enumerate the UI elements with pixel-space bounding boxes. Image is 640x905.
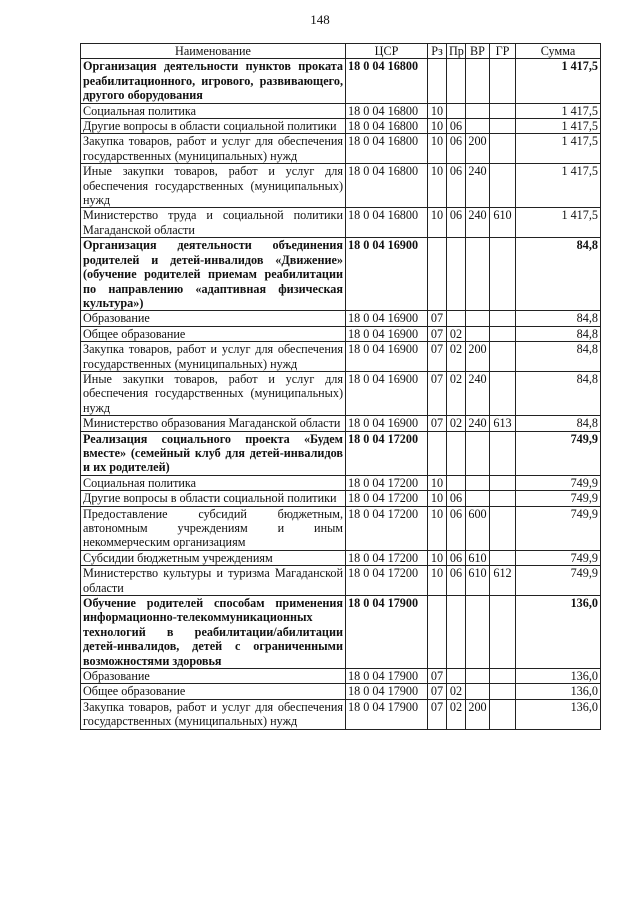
cell-rz xyxy=(428,596,447,669)
cell-vr: 240 xyxy=(466,164,490,208)
cell-gr xyxy=(490,475,516,490)
cell-name: Образование xyxy=(81,669,346,684)
cell-name: Министерство труда и социальной политики Магаданской области xyxy=(81,208,346,238)
cell-pr: 06 xyxy=(447,119,466,134)
cell-csr: 18 0 04 17200 xyxy=(346,475,428,490)
cell-name: Другие вопросы в области социальной политики xyxy=(81,119,346,134)
cell-vr: 240 xyxy=(466,371,490,415)
cell-csr: 18 0 04 16800 xyxy=(346,103,428,118)
cell-vr xyxy=(466,684,490,699)
cell-gr xyxy=(490,326,516,341)
cell-csr: 18 0 04 16900 xyxy=(346,342,428,372)
cell-sum: 1 417,5 xyxy=(516,119,601,134)
cell-pr: 06 xyxy=(447,164,466,208)
cell-sum: 136,0 xyxy=(516,684,601,699)
cell-sum: 1 417,5 xyxy=(516,103,601,118)
cell-sum: 84,8 xyxy=(516,311,601,326)
cell-gr xyxy=(490,491,516,506)
cell-sum: 749,9 xyxy=(516,506,601,550)
cell-pr xyxy=(447,669,466,684)
cell-csr: 18 0 04 17900 xyxy=(346,699,428,729)
cell-pr xyxy=(447,103,466,118)
table-row xyxy=(81,59,601,103)
cell-name: Предоставление субсидий бюджетным, автономным учреждениям и иным некоммерческим организациям xyxy=(81,506,346,550)
cell-rz: 10 xyxy=(428,491,447,506)
cell-vr xyxy=(466,103,490,118)
cell-rz xyxy=(428,238,447,311)
table-row xyxy=(81,566,601,596)
cell-vr: 600 xyxy=(466,506,490,550)
cell-name: Субсидии бюджетным учреждениям xyxy=(81,550,346,565)
table-row xyxy=(81,506,601,550)
cell-csr: 18 0 04 17900 xyxy=(346,596,428,669)
table-row xyxy=(81,371,601,415)
cell-rz: 07 xyxy=(428,311,447,326)
cell-pr: 06 xyxy=(447,491,466,506)
cell-pr: 06 xyxy=(447,550,466,565)
table-row xyxy=(81,238,601,311)
cell-vr xyxy=(466,311,490,326)
cell-vr xyxy=(466,475,490,490)
cell-gr xyxy=(490,371,516,415)
cell-csr: 18 0 04 16900 xyxy=(346,311,428,326)
cell-sum: 749,9 xyxy=(516,475,601,490)
table-row xyxy=(81,669,601,684)
cell-gr xyxy=(490,134,516,164)
cell-gr: 610 xyxy=(490,208,516,238)
cell-csr: 18 0 04 17200 xyxy=(346,550,428,565)
cell-vr: 610 xyxy=(466,550,490,565)
cell-sum: 84,8 xyxy=(516,326,601,341)
cell-sum: 1 417,5 xyxy=(516,134,601,164)
table-row xyxy=(81,416,601,431)
cell-name: Министерство культуры и туризма Магаданской области xyxy=(81,566,346,596)
cell-gr xyxy=(490,103,516,118)
cell-rz: 07 xyxy=(428,326,447,341)
cell-csr: 18 0 04 16900 xyxy=(346,416,428,431)
table-row xyxy=(81,208,601,238)
cell-csr: 18 0 04 17200 xyxy=(346,491,428,506)
cell-vr xyxy=(466,669,490,684)
cell-gr xyxy=(490,119,516,134)
cell-name: Закупка товаров, работ и услуг для обеспечения государственных (муниципальных) нужд xyxy=(81,699,346,729)
header-sum: Сумма xyxy=(516,44,601,59)
cell-vr xyxy=(466,491,490,506)
cell-name: Образование xyxy=(81,311,346,326)
table-row xyxy=(81,596,601,669)
cell-sum: 749,9 xyxy=(516,491,601,506)
cell-name: Общее образование xyxy=(81,326,346,341)
cell-rz: 07 xyxy=(428,669,447,684)
cell-name: Другие вопросы в области социальной политики xyxy=(81,491,346,506)
cell-pr: 06 xyxy=(447,208,466,238)
cell-pr xyxy=(447,59,466,103)
cell-rz xyxy=(428,59,447,103)
cell-csr: 18 0 04 16800 xyxy=(346,119,428,134)
cell-sum: 749,9 xyxy=(516,550,601,565)
cell-csr: 18 0 04 17900 xyxy=(346,684,428,699)
cell-rz xyxy=(428,431,447,475)
cell-name: Реализация социального проекта «Будем вместе» (семейный клуб для детей-инвалидов и их родителей) xyxy=(81,431,346,475)
cell-name: Организация деятельности пунктов проката реабилитационного, игрового, развивающего, другого оборудования xyxy=(81,59,346,103)
cell-pr: 02 xyxy=(447,699,466,729)
cell-sum: 1 417,5 xyxy=(516,208,601,238)
cell-gr xyxy=(490,59,516,103)
cell-name: Иные закупки товаров, работ и услуг для обеспечения государственных (муниципальных) нужд xyxy=(81,164,346,208)
cell-csr: 18 0 04 16800 xyxy=(346,208,428,238)
cell-csr: 18 0 04 16900 xyxy=(346,238,428,311)
cell-name: Социальная политика xyxy=(81,103,346,118)
cell-vr xyxy=(466,431,490,475)
cell-gr xyxy=(490,506,516,550)
cell-csr: 18 0 04 17200 xyxy=(346,506,428,550)
cell-csr: 18 0 04 17200 xyxy=(346,566,428,596)
cell-pr xyxy=(447,475,466,490)
cell-pr xyxy=(447,311,466,326)
cell-pr xyxy=(447,431,466,475)
table-row xyxy=(81,431,601,475)
cell-pr: 06 xyxy=(447,134,466,164)
cell-gr: 612 xyxy=(490,566,516,596)
cell-name: Иные закупки товаров, работ и услуг для обеспечения государственных (муниципальных) нужд xyxy=(81,371,346,415)
header-pr: Пр xyxy=(447,44,466,59)
cell-rz: 07 xyxy=(428,371,447,415)
cell-gr xyxy=(490,669,516,684)
cell-vr xyxy=(466,326,490,341)
cell-rz: 10 xyxy=(428,164,447,208)
page-number: 148 xyxy=(310,12,330,27)
cell-sum: 136,0 xyxy=(516,699,601,729)
cell-vr xyxy=(466,238,490,311)
cell-name: Организация деятельности объединения родителей и детей-инвалидов «Движение» (обучение родителей приемам реабилитации по направлению «адаптивная физическая культура») xyxy=(81,238,346,311)
cell-csr: 18 0 04 16800 xyxy=(346,164,428,208)
cell-gr xyxy=(490,238,516,311)
cell-rz: 10 xyxy=(428,550,447,565)
cell-pr: 02 xyxy=(447,326,466,341)
cell-pr: 02 xyxy=(447,342,466,372)
table-row xyxy=(81,699,601,729)
cell-rz: 10 xyxy=(428,134,447,164)
cell-csr: 18 0 04 17900 xyxy=(346,669,428,684)
header-csr: ЦСР xyxy=(346,44,428,59)
cell-csr: 18 0 04 16800 xyxy=(346,59,428,103)
cell-rz: 07 xyxy=(428,699,447,729)
table-row xyxy=(81,119,601,134)
cell-csr: 18 0 04 16800 xyxy=(346,134,428,164)
cell-pr xyxy=(447,596,466,669)
cell-sum: 749,9 xyxy=(516,566,601,596)
cell-rz: 10 xyxy=(428,475,447,490)
cell-sum: 84,8 xyxy=(516,342,601,372)
cell-gr xyxy=(490,342,516,372)
cell-sum: 1 417,5 xyxy=(516,59,601,103)
cell-csr: 18 0 04 16900 xyxy=(346,371,428,415)
cell-pr: 06 xyxy=(447,566,466,596)
header-rz: Рз xyxy=(428,44,447,59)
cell-vr: 200 xyxy=(466,342,490,372)
cell-pr xyxy=(447,238,466,311)
cell-gr: 613 xyxy=(490,416,516,431)
table-row xyxy=(81,311,601,326)
cell-rz: 10 xyxy=(428,103,447,118)
header-gr: ГР xyxy=(490,44,516,59)
cell-vr: 240 xyxy=(466,208,490,238)
table-row xyxy=(81,164,601,208)
cell-rz: 07 xyxy=(428,684,447,699)
table-row xyxy=(81,103,601,118)
cell-rz: 10 xyxy=(428,506,447,550)
cell-vr: 240 xyxy=(466,416,490,431)
table-row xyxy=(81,550,601,565)
header-name: Наименование xyxy=(81,44,346,59)
table-header-row xyxy=(81,44,601,59)
cell-pr: 02 xyxy=(447,371,466,415)
cell-name: Закупка товаров, работ и услуг для обеспечения государственных (муниципальных) нужд xyxy=(81,342,346,372)
cell-pr: 02 xyxy=(447,684,466,699)
cell-sum: 136,0 xyxy=(516,669,601,684)
cell-rz: 10 xyxy=(428,566,447,596)
table-row xyxy=(81,342,601,372)
cell-csr: 18 0 04 16900 xyxy=(346,326,428,341)
cell-sum: 749,9 xyxy=(516,431,601,475)
cell-sum: 1 417,5 xyxy=(516,164,601,208)
cell-sum: 84,8 xyxy=(516,238,601,311)
cell-rz: 10 xyxy=(428,119,447,134)
cell-vr: 200 xyxy=(466,134,490,164)
cell-vr: 200 xyxy=(466,699,490,729)
budget-table xyxy=(80,43,601,730)
cell-pr: 06 xyxy=(447,506,466,550)
cell-name: Общее образование xyxy=(81,684,346,699)
cell-vr xyxy=(466,596,490,669)
cell-sum: 136,0 xyxy=(516,596,601,669)
cell-vr xyxy=(466,119,490,134)
cell-name: Министерство образования Магаданской области xyxy=(81,416,346,431)
cell-gr xyxy=(490,699,516,729)
table-row xyxy=(81,134,601,164)
cell-gr xyxy=(490,550,516,565)
table-row xyxy=(81,491,601,506)
table-row xyxy=(81,475,601,490)
cell-gr xyxy=(490,431,516,475)
cell-vr xyxy=(466,59,490,103)
cell-sum: 84,8 xyxy=(516,416,601,431)
cell-sum: 84,8 xyxy=(516,371,601,415)
cell-rz: 07 xyxy=(428,342,447,372)
cell-rz: 10 xyxy=(428,208,447,238)
cell-name: Закупка товаров, работ и услуг для обеспечения государственных (муниципальных) нужд xyxy=(81,134,346,164)
cell-gr xyxy=(490,596,516,669)
cell-csr: 18 0 04 17200 xyxy=(346,431,428,475)
table-row xyxy=(81,326,601,341)
cell-name: Обучение родителей способам применения информационно-телекоммуникационных технологий в реабилитации/абилитации детей-инвалидов, детей с ограниченными возможностями здоровья xyxy=(81,596,346,669)
cell-gr xyxy=(490,164,516,208)
cell-gr xyxy=(490,684,516,699)
table-row xyxy=(81,684,601,699)
cell-pr: 02 xyxy=(447,416,466,431)
cell-vr: 610 xyxy=(466,566,490,596)
header-vr: ВР xyxy=(466,44,490,59)
cell-gr xyxy=(490,311,516,326)
cell-rz: 07 xyxy=(428,416,447,431)
cell-name: Социальная политика xyxy=(81,475,346,490)
